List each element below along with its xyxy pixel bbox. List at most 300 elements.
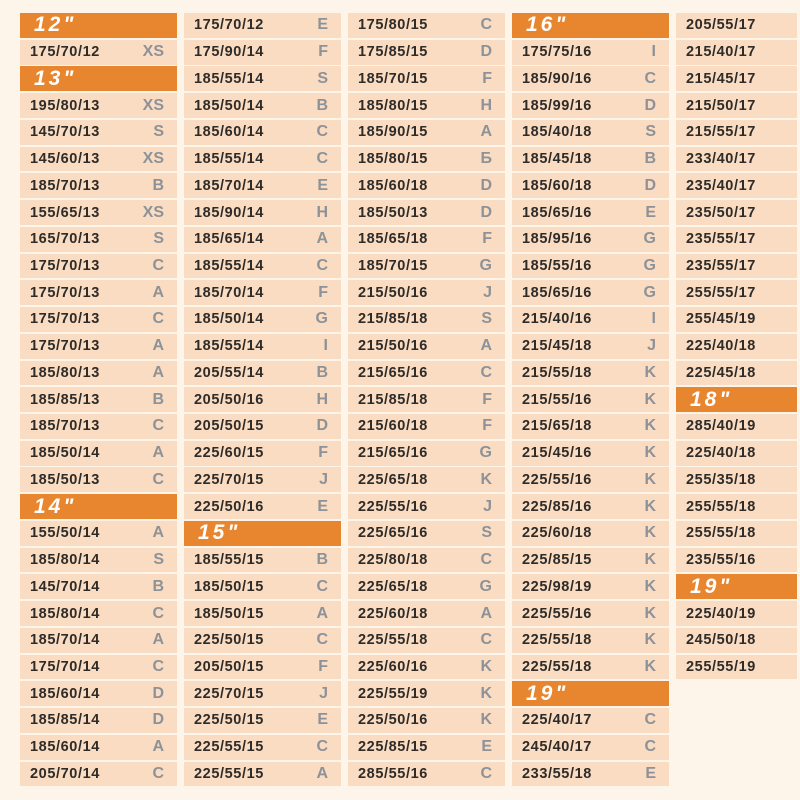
tire-size: 225/55/16 [522,605,592,622]
tire-row [20,120,177,145]
size-class-code: A [152,631,164,649]
tire-row [676,441,797,466]
tire-size: 185/45/18 [522,151,592,168]
tire-size: 225/40/19 [686,605,756,622]
tire-size: 255/55/17 [686,284,756,301]
size-class-code: C [644,738,656,756]
size-class-code: F [318,283,328,301]
tire-size: 175/70/13 [30,258,100,274]
tire-size: 175/75/16 [522,44,592,61]
tire-size: 185/60/18 [522,177,592,194]
size-class-code: D [480,203,492,221]
tire-row [512,601,669,626]
tire-size: 185/99/16 [522,97,592,114]
tire-size: 215/50/16 [358,284,428,301]
tire-size: 185/50/13 [30,471,100,488]
size-class-code: C [644,69,656,87]
tire-size: 165/70/13 [30,231,100,248]
tire-size: 175/70/12 [194,17,264,34]
tire-row [512,762,669,787]
tire-row [676,254,797,279]
size-class-code: K [644,444,656,462]
tire-size: 215/85/18 [358,391,428,408]
tire-row [20,280,177,305]
tire-size: 245/50/18 [686,632,756,649]
tire-size: 235/55/17 [686,231,756,248]
tire-row [20,173,177,198]
size-class-code: C [480,16,492,34]
tire-size: 255/35/18 [686,471,756,488]
size-class-code: D [480,43,492,61]
tire-row [348,254,505,279]
tire-size: 215/85/18 [358,311,428,328]
tire-size: 255/55/18 [686,498,756,515]
tire-row [512,548,669,573]
size-class-code: A [480,123,492,141]
size-class-code: H [316,203,328,221]
tire-row [184,200,341,225]
tire-row [676,147,797,172]
tire-row [348,414,505,439]
tire-row [20,467,177,492]
size-class-code: C [152,658,164,676]
tire-row [184,441,341,466]
tire-row [184,735,341,760]
tire-row [348,521,505,546]
column-2 [184,13,341,788]
tire-row [348,227,505,252]
size-class-code: K [644,390,656,408]
tire-size: 175/70/14 [30,659,100,676]
tire-size: 215/45/18 [522,338,592,355]
tire-row [676,601,797,626]
tire-size: 175/70/13 [30,311,100,328]
size-class-code: K [480,711,492,729]
tire-row [676,227,797,252]
size-class-code: F [482,390,492,408]
tire-row [512,494,669,519]
wheel-diameter-header: 18" [676,387,797,412]
size-class-code: S [153,123,164,141]
size-class-code: F [482,230,492,248]
tire-row [348,200,505,225]
wheel-diameter-header: 19" [676,574,797,599]
tire-row [184,387,341,412]
tire-size: 205/55/17 [686,17,756,34]
size-class-code: B [316,551,328,569]
tire-row [20,40,177,65]
tire-size: 225/50/16 [358,712,428,729]
tire-row [184,681,341,706]
size-class-code: J [319,470,328,488]
tire-row [348,628,505,653]
size-class-code: D [152,711,164,729]
tire-row [20,601,177,626]
tire-row [348,334,505,359]
tire-size: 145/70/14 [30,578,100,595]
tire-size: 145/60/13 [30,151,100,168]
tire-size: 225/55/15 [194,739,264,756]
size-class-code: B [152,577,164,595]
tire-row [184,120,341,145]
tire-row [512,40,669,65]
tire-row [20,307,177,332]
tire-row [512,655,669,680]
tire-row [512,574,669,599]
tire-size: 225/55/18 [358,632,428,649]
size-class-code: C [316,577,328,595]
tire-row [348,13,505,38]
tire-row [348,762,505,787]
wheel-diameter-header: 19" [512,681,669,706]
tire-row [20,708,177,733]
tire-row [20,574,177,599]
tire-row [348,708,505,733]
tire-row [348,307,505,332]
size-class-code: C [316,738,328,756]
size-class-code: D [644,176,656,194]
tire-row [184,655,341,680]
tire-row [20,655,177,680]
tire-row [20,227,177,252]
tire-row [184,628,341,653]
size-class-code: S [481,310,492,328]
tire-row [676,655,797,680]
tire-size: 185/55/14 [194,338,264,355]
tire-row [20,147,177,172]
size-class-code: H [316,390,328,408]
size-class-code: J [319,684,328,702]
size-class-code: A [316,764,328,782]
tire-size: 185/60/14 [30,685,100,702]
column-5 [676,13,797,788]
tire-row [512,735,669,760]
tire-row [348,173,505,198]
tire-row [512,254,669,279]
tire-row [184,548,341,573]
wheel-diameter-header: 12" [20,13,177,38]
tire-row [184,307,341,332]
tire-size: 215/45/16 [522,445,592,462]
tire-size: 185/70/15 [358,258,428,274]
tire-row [184,414,341,439]
tire-row [20,93,177,118]
tire-row [512,280,669,305]
size-class-code: E [317,497,328,515]
size-class-code: K [480,470,492,488]
size-class-code: D [316,417,328,435]
size-class-code: C [644,711,656,729]
tire-row [184,40,341,65]
size-class-code: J [483,283,492,301]
size-class-code: S [153,551,164,569]
tire-row [676,40,797,65]
size-class-code: J [483,497,492,515]
tire-size: 185/80/15 [358,151,428,168]
tire-size: 225/60/15 [194,445,264,462]
size-class-code: D [480,176,492,194]
tire-row [184,173,341,198]
tire-row [676,334,797,359]
tire-size: 185/85/13 [30,391,100,408]
tire-size: 235/50/17 [686,204,756,221]
tire-size: 145/70/13 [30,124,100,141]
size-class-code: K [644,524,656,542]
tire-size: 215/65/18 [522,418,592,435]
size-class-code: K [644,604,656,622]
size-class-code: XS [142,96,164,114]
size-class-code: C [152,470,164,488]
size-class-code: E [645,203,656,221]
size-class-code: A [152,363,164,381]
size-class-code: K [644,577,656,595]
tire-row [348,93,505,118]
tire-row [512,93,669,118]
size-class-code: E [317,176,328,194]
tire-row [676,13,797,38]
tire-size: 185/65/18 [358,231,428,248]
tire-size-table [20,13,797,788]
tire-size: 185/55/15 [194,552,264,569]
size-class-code: F [318,658,328,676]
tire-size: 185/90/14 [194,204,264,221]
tire-row [676,414,797,439]
tire-size: 225/55/16 [358,498,428,515]
tire-row [348,574,505,599]
tire-size: 205/50/15 [194,418,264,435]
size-class-code: G [479,257,492,274]
tire-size: 185/55/16 [522,258,592,274]
tire-size: 225/85/15 [358,739,428,756]
tire-size: 225/40/18 [686,338,756,355]
tire-size: 225/70/15 [194,471,264,488]
tire-size: 185/50/14 [194,311,264,328]
tire-size: 215/40/17 [686,44,756,61]
tire-size: 175/70/13 [30,338,100,355]
tire-row [184,280,341,305]
size-class-code: F [318,43,328,61]
tire-row [512,227,669,252]
size-class-code: H [480,96,492,114]
tire-size: 215/45/17 [686,70,756,87]
tire-size: 185/60/14 [194,124,264,141]
tire-size: 155/65/13 [30,204,100,221]
size-class-code: A [316,604,328,622]
size-class-code: G [643,230,656,248]
tire-row [20,361,177,386]
tire-size: 233/55/18 [522,765,592,782]
tire-size: 175/70/13 [30,284,100,301]
size-class-code: C [152,257,164,274]
tire-size: 225/45/18 [686,364,756,381]
size-class-code: A [152,524,164,542]
tire-row [512,361,669,386]
tire-row [348,40,505,65]
size-class-code: XS [142,203,164,221]
tire-row [676,280,797,305]
size-class-code: E [481,738,492,756]
tire-size: 225/55/18 [522,632,592,649]
size-class-code: C [152,310,164,328]
tire-size: 185/55/14 [194,258,264,274]
tire-row [676,467,797,492]
size-class-code: C [316,123,328,141]
tire-size: 233/40/17 [686,151,756,168]
size-class-code: F [482,69,492,87]
tire-size: 175/85/15 [358,44,428,61]
tire-size: 185/85/14 [30,712,100,729]
tire-size: 215/40/16 [522,311,592,328]
size-class-code: D [644,96,656,114]
size-class-code: C [480,363,492,381]
tire-row [20,521,177,546]
size-class-code: F [482,417,492,435]
tire-size: 225/50/15 [194,712,264,729]
tire-size: 185/70/14 [194,284,264,301]
tire-size: 205/50/16 [194,391,264,408]
size-class-code: A [480,337,492,355]
tire-row [184,361,341,386]
tire-size: 155/50/14 [30,525,100,542]
tire-size: 225/40/18 [686,445,756,462]
tire-row [184,334,341,359]
size-class-code: A [152,444,164,462]
tire-size: 185/70/13 [30,418,100,435]
tire-size: 185/70/14 [194,177,264,194]
tire-row [512,467,669,492]
column-1 [20,13,177,788]
size-class-code: C [480,551,492,569]
tire-row [512,708,669,733]
tire-row [184,708,341,733]
wheel-diameter-header: 13" [20,66,177,91]
tire-size: 185/95/16 [522,231,592,248]
tire-size: 205/55/14 [194,364,264,381]
tire-row [676,361,797,386]
tire-size: 175/70/12 [30,44,100,61]
tire-row [20,762,177,787]
column-3 [348,13,505,788]
size-class-code: C [152,604,164,622]
tire-size: 225/55/18 [522,659,592,676]
size-class-code: B [152,176,164,194]
tire-row [184,494,341,519]
tire-size: 185/65/14 [194,231,264,248]
tire-row [20,735,177,760]
tire-row [512,521,669,546]
size-class-code: I [651,310,656,328]
size-class-code: A [480,604,492,622]
tire-size: 185/50/14 [194,97,264,114]
tire-size: 255/55/19 [686,659,756,676]
tire-size: 185/55/14 [194,151,264,168]
size-class-code: S [317,69,328,87]
tire-row [676,521,797,546]
tire-size: 215/60/18 [358,418,428,435]
tire-row [676,173,797,198]
tire-size: 285/40/19 [686,418,756,435]
size-class-code: C [480,631,492,649]
size-class-code: C [316,631,328,649]
tire-size: 175/80/15 [358,17,428,34]
tire-size: 225/50/16 [194,498,264,515]
tire-row [348,280,505,305]
size-class-code: B [152,390,164,408]
tire-row [20,628,177,653]
tire-size: 225/40/17 [522,712,592,729]
tire-row [348,548,505,573]
tire-row [20,254,177,279]
tire-row [348,735,505,760]
tire-size: 215/65/16 [358,364,428,381]
tire-row [676,93,797,118]
size-class-code: K [644,551,656,569]
tire-row [348,441,505,466]
tire-size: 215/50/16 [358,338,428,355]
tire-size: 215/50/17 [686,97,756,114]
size-class-code: Б [480,150,492,168]
size-class-code: C [152,764,164,782]
size-class-code: A [152,738,164,756]
size-class-code: J [647,337,656,355]
tire-size: 185/50/15 [194,578,264,595]
tire-row [348,601,505,626]
tire-row [676,307,797,332]
size-class-code: K [480,658,492,676]
tire-row [184,13,341,38]
tire-row [184,467,341,492]
tire-row [512,628,669,653]
size-class-code: K [644,631,656,649]
tire-row [184,227,341,252]
tire-size: 205/50/15 [194,659,264,676]
tire-row [348,120,505,145]
tire-size: 185/70/13 [30,177,100,194]
tire-row [20,200,177,225]
tire-size: 225/70/15 [194,685,264,702]
tire-size: 225/60/18 [522,525,592,542]
tire-size: 185/70/15 [358,70,428,87]
tire-size: 185/90/16 [522,70,592,87]
tire-size: 185/60/18 [358,177,428,194]
tire-size: 235/55/16 [686,552,756,569]
tire-row [348,655,505,680]
tire-size: 185/50/13 [358,204,428,221]
tire-row [184,254,341,279]
size-class-code: G [479,444,492,462]
tire-row [676,548,797,573]
tire-size: 225/55/19 [358,685,428,702]
tire-row [348,361,505,386]
tire-row [512,334,669,359]
tire-size: 185/55/14 [194,70,264,87]
size-class-code: I [323,337,328,355]
tire-row [676,66,797,91]
size-class-code: G [479,577,492,595]
tire-row [20,387,177,412]
size-class-code: D [152,684,164,702]
tire-row [184,762,341,787]
tire-size: 205/70/14 [30,765,100,782]
size-class-code: F [318,444,328,462]
tire-row [348,681,505,706]
tire-row [20,441,177,466]
column-4 [512,13,669,788]
tire-row [512,307,669,332]
size-class-code: S [153,230,164,248]
tire-row [348,467,505,492]
tire-row [348,494,505,519]
